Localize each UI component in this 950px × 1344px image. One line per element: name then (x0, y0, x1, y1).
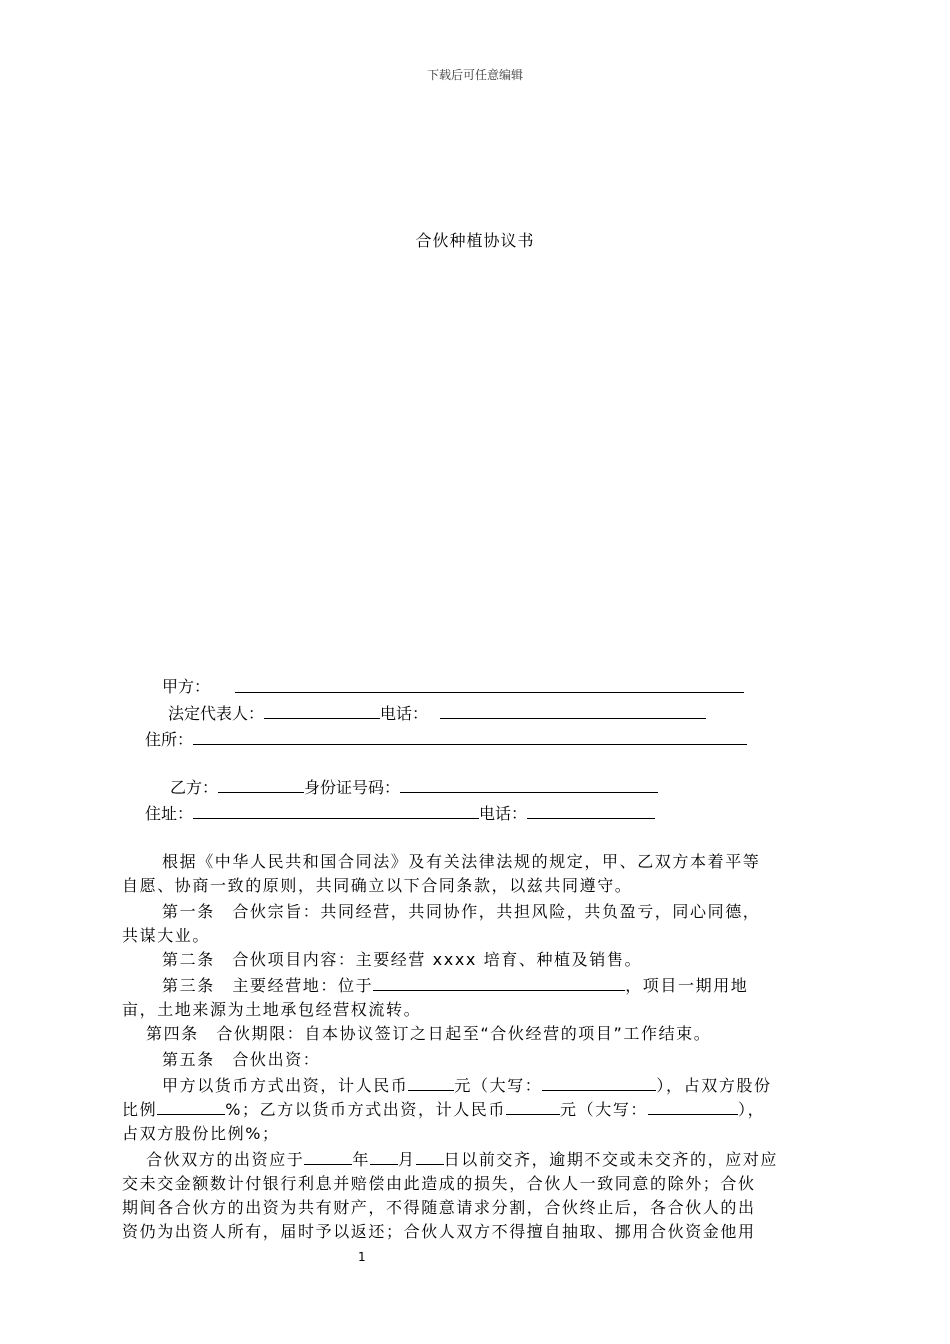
deadline-line1 (122, 1148, 854, 1172)
party-b-address-line (145, 802, 655, 825)
page-number: 1 (358, 1250, 366, 1264)
party-a-address-label: 住所： (145, 730, 194, 749)
party-b-address-label: 住址： (145, 804, 194, 823)
deadline-text-a: 合伙双方的出资应于 (146, 1150, 305, 1169)
party-b-line (170, 776, 658, 799)
article-1-line2: 共谋大业。 (122, 926, 211, 945)
party-a-address-line (145, 728, 747, 751)
article-1-line1: 第一条 合伙宗旨：共同经营，共同协作，共担风险，共负盈亏，同心同德， (162, 902, 761, 921)
party-a-amount-words-blank (542, 1074, 656, 1091)
article-5-line1 (122, 1074, 870, 1098)
party-a-address-blank (193, 728, 747, 745)
paragraph-intro-line1: 根据《中华人民共和国合同法》及有关法律法规的规定，甲、乙双方本着平等 (162, 852, 761, 871)
article-5-text-c: ），占双方股份 (656, 1076, 772, 1095)
party-b-phone-label: 电话： (479, 804, 528, 823)
article-5-text-b: 元（大写： (454, 1076, 543, 1095)
article-3-line2: 亩，土地来源为土地承包经营权流转。 (122, 1000, 422, 1019)
article-5-line2 (122, 1098, 830, 1122)
article-2: 第二条 合伙项目内容：主要经营 xxxx 培育、种植及销售。 (162, 950, 643, 969)
article-5-text-d: 比例 (122, 1100, 158, 1119)
deadline-text-b: 年 (352, 1150, 371, 1169)
party-a-phone-blank (440, 702, 706, 719)
article-4: 第四条 合伙期限：自本协议签订之日起至“合伙经营的项目”工作结束。 (146, 1024, 712, 1043)
deadline-line2: 交未交金额数计付银行利息并赔偿由此造成的损失，合伙人一致同意的除外；合伙 (122, 1174, 756, 1193)
party-b-label: 乙方： (170, 778, 219, 797)
deadline-text-c: 月 (398, 1150, 416, 1169)
paragraph-intro-line2: 自愿、协商一致的原则，共同确立以下合同条款，以兹共同遵守。 (122, 876, 633, 895)
party-a-label: 甲方： (162, 677, 211, 696)
deadline-text-d: 日以前交齐，逾期不交或未交齐的，应对应 (443, 1150, 779, 1169)
article-5-text-e: %；乙方以货币方式出资，计人民币 (225, 1100, 507, 1119)
deadline-month-blank (370, 1148, 398, 1165)
party-a-line (162, 676, 210, 698)
legal-rep-label: 法定代表人： (168, 704, 265, 723)
article-5-line3: 占双方股份比例%； (122, 1124, 280, 1143)
party-b-amount-blank (506, 1098, 560, 1115)
article-5-text-f: 元（大写： (560, 1100, 649, 1119)
party-b-id-label: 身份证号码： (304, 778, 401, 797)
party-a-amount-blank (408, 1074, 454, 1091)
article-3-text-a: 第三条 主要经营地：位于 (162, 976, 374, 995)
legal-rep-blank (264, 702, 380, 719)
party-b-amount-words-blank (648, 1098, 738, 1115)
party-b-address-blank (193, 802, 479, 819)
article-5: 第五条 合伙出资： (162, 1050, 321, 1069)
header-note: 下载后可任意编辑 (426, 68, 523, 82)
party-a-blank (235, 676, 744, 693)
article-3-line1 (122, 974, 870, 998)
article-5-text-a: 甲方以货币方式出资，计人民币 (162, 1076, 409, 1095)
deadline-year-blank (304, 1148, 352, 1165)
party-a-phone-label: 电话： (380, 704, 429, 723)
article-5-text-g: ）， (738, 1100, 766, 1119)
party-b-name-blank (218, 776, 304, 793)
party-a-share-blank (157, 1098, 225, 1115)
article-3-location-blank (373, 974, 625, 991)
party-b-phone-blank (527, 802, 655, 819)
deadline-line3: 期间各合伙方的出资为共有财产，不得随意请求分割，合伙终止后，各合伙人的出 (122, 1198, 756, 1217)
document-title: 合伙种植协议书 (415, 231, 535, 250)
party-b-id-blank (400, 776, 658, 793)
article-3-text-b: ，项目一期用地 (625, 976, 749, 995)
legal-rep-line (168, 702, 706, 725)
deadline-line4: 资仍为出资人所有，届时予以返还；合伙人双方不得擅自抽取、挪用合伙资金他用 (122, 1222, 756, 1241)
deadline-day-blank (416, 1148, 444, 1165)
